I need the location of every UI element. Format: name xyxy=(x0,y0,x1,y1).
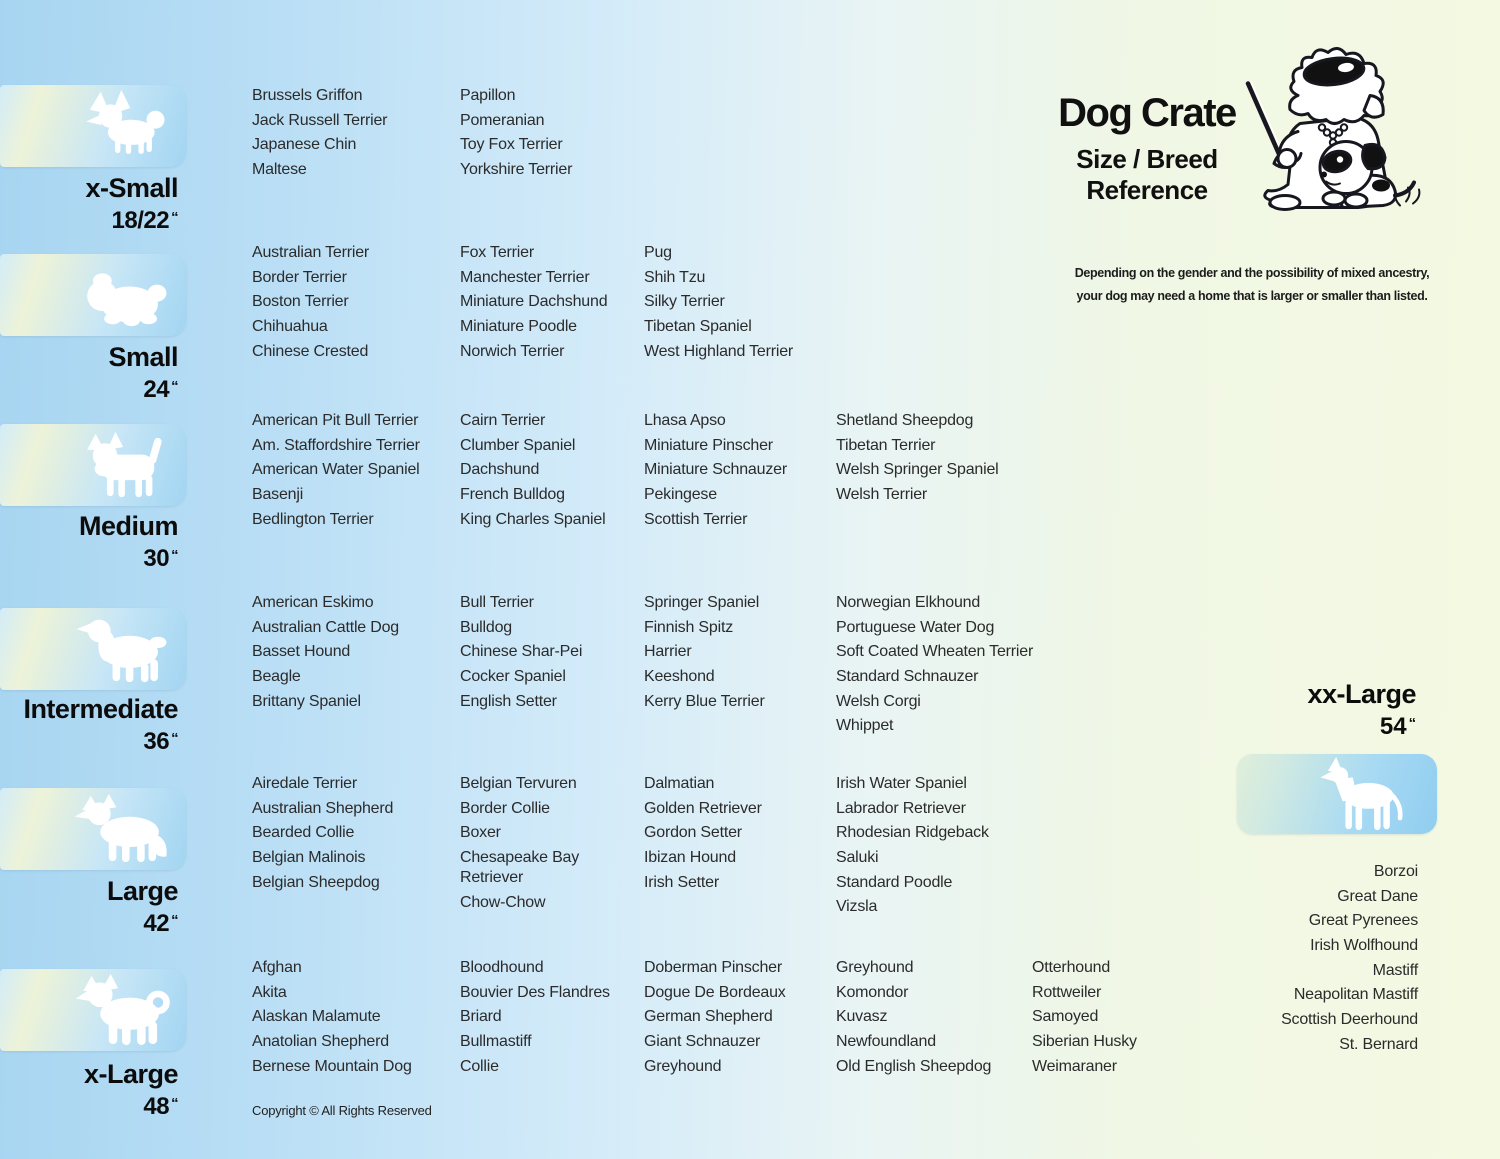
breed-column xyxy=(644,593,849,716)
breed-item: Papillon xyxy=(460,87,516,104)
breed-item: Kerry Blue Terrier xyxy=(644,692,765,710)
breed-item: Shetland Sheepdog xyxy=(836,412,974,429)
breed-item: Kuvasz xyxy=(836,1008,888,1026)
disclaimer-line2: your dog may need a home that is larger or smaller than listed. xyxy=(1076,289,1428,303)
breed-item: Toy Fox Terrier xyxy=(460,136,563,154)
breed-item: Belgian Tervuren xyxy=(460,775,577,792)
breed-item: Border Terrier xyxy=(252,268,347,286)
breed-item: Standard Poodle xyxy=(836,873,953,891)
breed-column xyxy=(252,86,457,185)
size-badge-xx-large xyxy=(1237,754,1437,834)
breed-item: Scottish Terrier xyxy=(644,510,748,528)
breed-item: Newfoundland xyxy=(836,1033,936,1051)
breed-item: Welsh Terrier xyxy=(836,486,928,504)
breed-column xyxy=(460,774,616,917)
breed-item: American Pit Bull Terrier xyxy=(252,412,419,429)
breed-item: Bullmastiff xyxy=(460,1033,532,1051)
breed-item: Dogue De Bordeaux xyxy=(644,983,786,1001)
breed-item: Greyhound xyxy=(644,1057,722,1075)
breed-column xyxy=(460,86,665,185)
breed-item: Maltese xyxy=(252,161,307,179)
disclaimer xyxy=(1052,262,1452,308)
inch-mark: “ xyxy=(171,1096,178,1112)
breed-item: Ibizan Hound xyxy=(644,849,736,867)
breed-item: Gordon Setter xyxy=(644,824,742,842)
size-badge-large xyxy=(0,788,186,870)
breed-item: Chesapeake Bay Retriever xyxy=(460,849,580,887)
inch-mark: “ xyxy=(171,379,178,395)
size-label-large xyxy=(0,875,178,939)
breed-column xyxy=(460,593,665,716)
breed-item: Pekingese xyxy=(644,486,717,504)
breed-item: Bedlington Terrier xyxy=(252,510,374,528)
size-label-small xyxy=(0,341,178,405)
size-name: Medium xyxy=(78,511,178,541)
breed-item: Miniature Poodle xyxy=(460,318,577,336)
breed-item: Soft Coated Wheaten Terrier xyxy=(836,643,1034,661)
breed-column xyxy=(644,958,849,1081)
breed-item: Pug xyxy=(644,244,672,261)
breed-item: Great Dane xyxy=(1337,887,1418,905)
breed-item: Vizsla xyxy=(836,898,878,916)
breed-item: Borzoi xyxy=(1373,863,1418,880)
breed-item: Old English Sheepdog xyxy=(836,1057,992,1075)
breed-item: Australian Terrier xyxy=(252,244,370,261)
breed-item: Border Collie xyxy=(460,799,550,817)
breed-item: Dachshund xyxy=(460,461,540,479)
inch-mark: “ xyxy=(171,210,178,226)
breed-item: Rottweiler xyxy=(1032,983,1102,1001)
breed-item: Tibetan Spaniel xyxy=(644,318,752,336)
size-badge-x-small xyxy=(0,85,186,167)
breed-item: English Setter xyxy=(460,692,557,710)
breed-item: Beagle xyxy=(252,668,301,686)
size-dimension: 24 “ xyxy=(143,376,178,403)
breed-item: Portuguese Water Dog xyxy=(836,618,995,636)
breed-item: Welsh Springer Spaniel xyxy=(836,461,999,479)
breed-item: American Water Spaniel xyxy=(252,461,420,479)
breed-column xyxy=(644,243,849,366)
size-name: Large xyxy=(106,876,178,906)
breed-item: Irish Wolfhound xyxy=(1310,937,1418,955)
breed-item: Welsh Corgi xyxy=(836,692,921,710)
breed-item: Jack Russell Terrier xyxy=(252,111,388,129)
westie-silhouette-icon xyxy=(76,430,172,500)
breed-item: Irish Water Spaniel xyxy=(836,775,967,792)
breed-column xyxy=(836,593,1076,741)
size-dimension: 42 “ xyxy=(143,910,178,937)
size-badge-x-large xyxy=(0,969,186,1051)
breed-item: Australian Shepherd xyxy=(252,799,394,817)
size-name: Small xyxy=(108,342,178,372)
breed-item: Belgian Malinois xyxy=(252,849,366,867)
shih-tzu-silhouette-icon xyxy=(76,262,172,328)
breed-item: Chow-Chow xyxy=(460,893,546,911)
breed-column xyxy=(252,593,457,716)
breed-item: Otterhound xyxy=(1032,959,1111,976)
size-name: x-Small xyxy=(85,173,178,203)
breed-item: Tibetan Terrier xyxy=(836,436,936,454)
breed-item: Alaskan Malamute xyxy=(252,1008,381,1026)
breed-item: Bloodhound xyxy=(460,959,544,976)
size-label-x-small xyxy=(0,172,178,236)
breed-item: Miniature Schnauzer xyxy=(644,461,787,479)
breed-column xyxy=(252,243,457,366)
breed-item: Japanese Chin xyxy=(252,136,357,154)
breed-item: Pomeranian xyxy=(460,111,545,129)
breed-column xyxy=(836,774,1076,922)
breed-item: French Bulldog xyxy=(460,486,565,504)
size-label-x-large xyxy=(0,1058,178,1122)
breed-item: German Shepherd xyxy=(644,1008,773,1026)
breed-item: Basenji xyxy=(252,486,304,504)
breed-item: Chinese Shar-Pei xyxy=(460,643,583,661)
breed-item: Greyhound xyxy=(836,959,914,976)
inch-mark: “ xyxy=(171,731,178,747)
papillon-silhouette-icon xyxy=(76,90,172,162)
breed-item: Keeshond xyxy=(644,668,715,686)
breed-item: Samoyed xyxy=(1032,1008,1099,1026)
breed-item: Standard Schnauzer xyxy=(836,668,979,686)
breed-item: Briard xyxy=(460,1008,502,1026)
breed-item: Silky Terrier xyxy=(644,293,725,311)
breed-item: King Charles Spaniel xyxy=(460,510,606,528)
size-dimension: 30 “ xyxy=(143,545,178,572)
breed-item: Siberian Husky xyxy=(1032,1033,1137,1051)
breed-column xyxy=(460,243,665,366)
size-badge-small xyxy=(0,254,186,336)
breed-item: Brussels Griffon xyxy=(252,87,363,104)
breed-item: Irish Setter xyxy=(644,873,719,891)
breed-item: Whippet xyxy=(836,717,894,735)
size-name: x-Large xyxy=(83,1059,178,1089)
breed-item: Clumber Spaniel xyxy=(460,436,576,454)
breed-item: Doberman Pinscher xyxy=(644,959,782,976)
breed-item: Labrador Retriever xyxy=(836,799,966,817)
breed-column xyxy=(644,774,849,897)
inch-mark: “ xyxy=(171,548,178,564)
breed-item: Miniature Dachshund xyxy=(460,293,608,311)
breed-item: Bernese Mountain Dog xyxy=(252,1057,412,1075)
breed-item: Lhasa Apso xyxy=(644,412,726,429)
size-badge-medium xyxy=(0,424,186,506)
breed-item: Bouvier Des Flandres xyxy=(460,983,610,1001)
size-dimension: 54 “ xyxy=(1379,713,1416,740)
breed-item: Bulldog xyxy=(460,618,512,636)
breed-column xyxy=(252,774,457,897)
breed-item: Harrier xyxy=(644,643,692,661)
spaniel-silhouette-icon xyxy=(72,614,172,684)
breed-item: Cairn Terrier xyxy=(460,412,546,429)
breed-item: Great Pyrenees xyxy=(1308,912,1418,930)
breed-item: Bearded Collie xyxy=(252,824,355,842)
breed-item: Bull Terrier xyxy=(460,594,534,611)
breed-item: Weimaraner xyxy=(1032,1057,1117,1075)
disclaimer-line1: Depending on the gender and the possibility of mixed ancestry, xyxy=(1074,266,1430,280)
breed-item: Neapolitan Mastiff xyxy=(1293,986,1418,1004)
size-label-intermediate xyxy=(0,693,178,757)
great-dane-silhouette-icon xyxy=(1311,757,1415,831)
breed-item: Springer Spaniel xyxy=(644,594,760,611)
breed-item: Shih Tzu xyxy=(644,268,706,286)
inch-mark: “ xyxy=(1408,716,1416,732)
breed-column xyxy=(836,411,1076,510)
size-name: xx-Large xyxy=(1307,679,1416,709)
inch-mark: “ xyxy=(171,913,178,929)
breed-item: Miniature Pinscher xyxy=(644,436,773,454)
title-block xyxy=(1032,90,1262,206)
breed-item: Chihuahua xyxy=(252,318,328,336)
breed-item: American Eskimo xyxy=(252,594,374,611)
size-dimension: 48 “ xyxy=(143,1093,178,1120)
breed-item: Chinese Crested xyxy=(252,342,369,360)
breed-item: Rhodesian Ridgeback xyxy=(836,824,989,842)
size-name: Intermediate xyxy=(23,694,178,724)
breed-column xyxy=(252,411,457,534)
breed-item: Boxer xyxy=(460,824,501,842)
breed-column xyxy=(644,411,849,534)
breed-column xyxy=(460,411,665,534)
page-subtitle-line1: Size / Breed xyxy=(1076,144,1218,174)
size-dimension: 18/22 “ xyxy=(111,207,178,234)
breed-item: Mastiff xyxy=(1372,961,1418,979)
size-badge-intermediate xyxy=(0,608,186,690)
page-title: Dog Crate xyxy=(1058,91,1236,135)
copyright-notice: Copyright © All Rights Reserved xyxy=(252,1103,432,1118)
breed-item: Am. Staffordshire Terrier xyxy=(252,436,420,454)
breed-item: Cocker Spaniel xyxy=(460,668,566,686)
size-dimension: 36 “ xyxy=(143,728,178,755)
akita-silhouette-icon xyxy=(72,974,172,1046)
breed-item: Yorkshire Terrier xyxy=(460,161,573,179)
breed-item: Norwich Terrier xyxy=(460,342,565,360)
breed-item: Belgian Sheepdog xyxy=(252,873,380,891)
breed-column xyxy=(252,958,457,1081)
size-label-xx-large xyxy=(1307,678,1416,742)
breed-item: Anatolian Shepherd xyxy=(252,1033,389,1051)
shepherd-silhouette-icon xyxy=(72,794,172,864)
page-subtitle-line2: Reference xyxy=(1086,175,1208,205)
breed-item: Brittany Spaniel xyxy=(252,692,361,710)
breed-item: Saluki xyxy=(836,849,879,867)
breed-item: Afghan xyxy=(252,959,302,976)
breed-item: Norwegian Elkhound xyxy=(836,594,981,611)
breed-item: St. Bernard xyxy=(1339,1035,1418,1053)
breed-item: Boston Terrier xyxy=(252,293,349,311)
breed-item: Finnish Spitz xyxy=(644,618,733,636)
breed-item: Collie xyxy=(460,1057,499,1075)
breed-item: Manchester Terrier xyxy=(460,268,590,286)
breed-item: Australian Cattle Dog xyxy=(252,618,399,636)
size-label-medium xyxy=(0,510,178,574)
sheepdog-and-puppy-illustration xyxy=(1238,34,1428,222)
breed-item: Airedale Terrier xyxy=(252,775,357,792)
breed-item: Golden Retriever xyxy=(644,799,762,817)
breed-item: Fox Terrier xyxy=(460,244,534,261)
breed-item: Giant Schnauzer xyxy=(644,1033,761,1051)
breed-item: Dalmatian xyxy=(644,775,715,792)
breed-item: Komondor xyxy=(836,983,909,1001)
breed-item: West Highland Terrier xyxy=(644,342,794,360)
breed-column xyxy=(460,958,665,1081)
breed-item: Scottish Deerhound xyxy=(1281,1011,1418,1029)
breed-item: Akita xyxy=(252,983,287,1001)
breed-item: Basset Hound xyxy=(252,643,351,661)
breed-column-xx-large xyxy=(1118,862,1418,1060)
